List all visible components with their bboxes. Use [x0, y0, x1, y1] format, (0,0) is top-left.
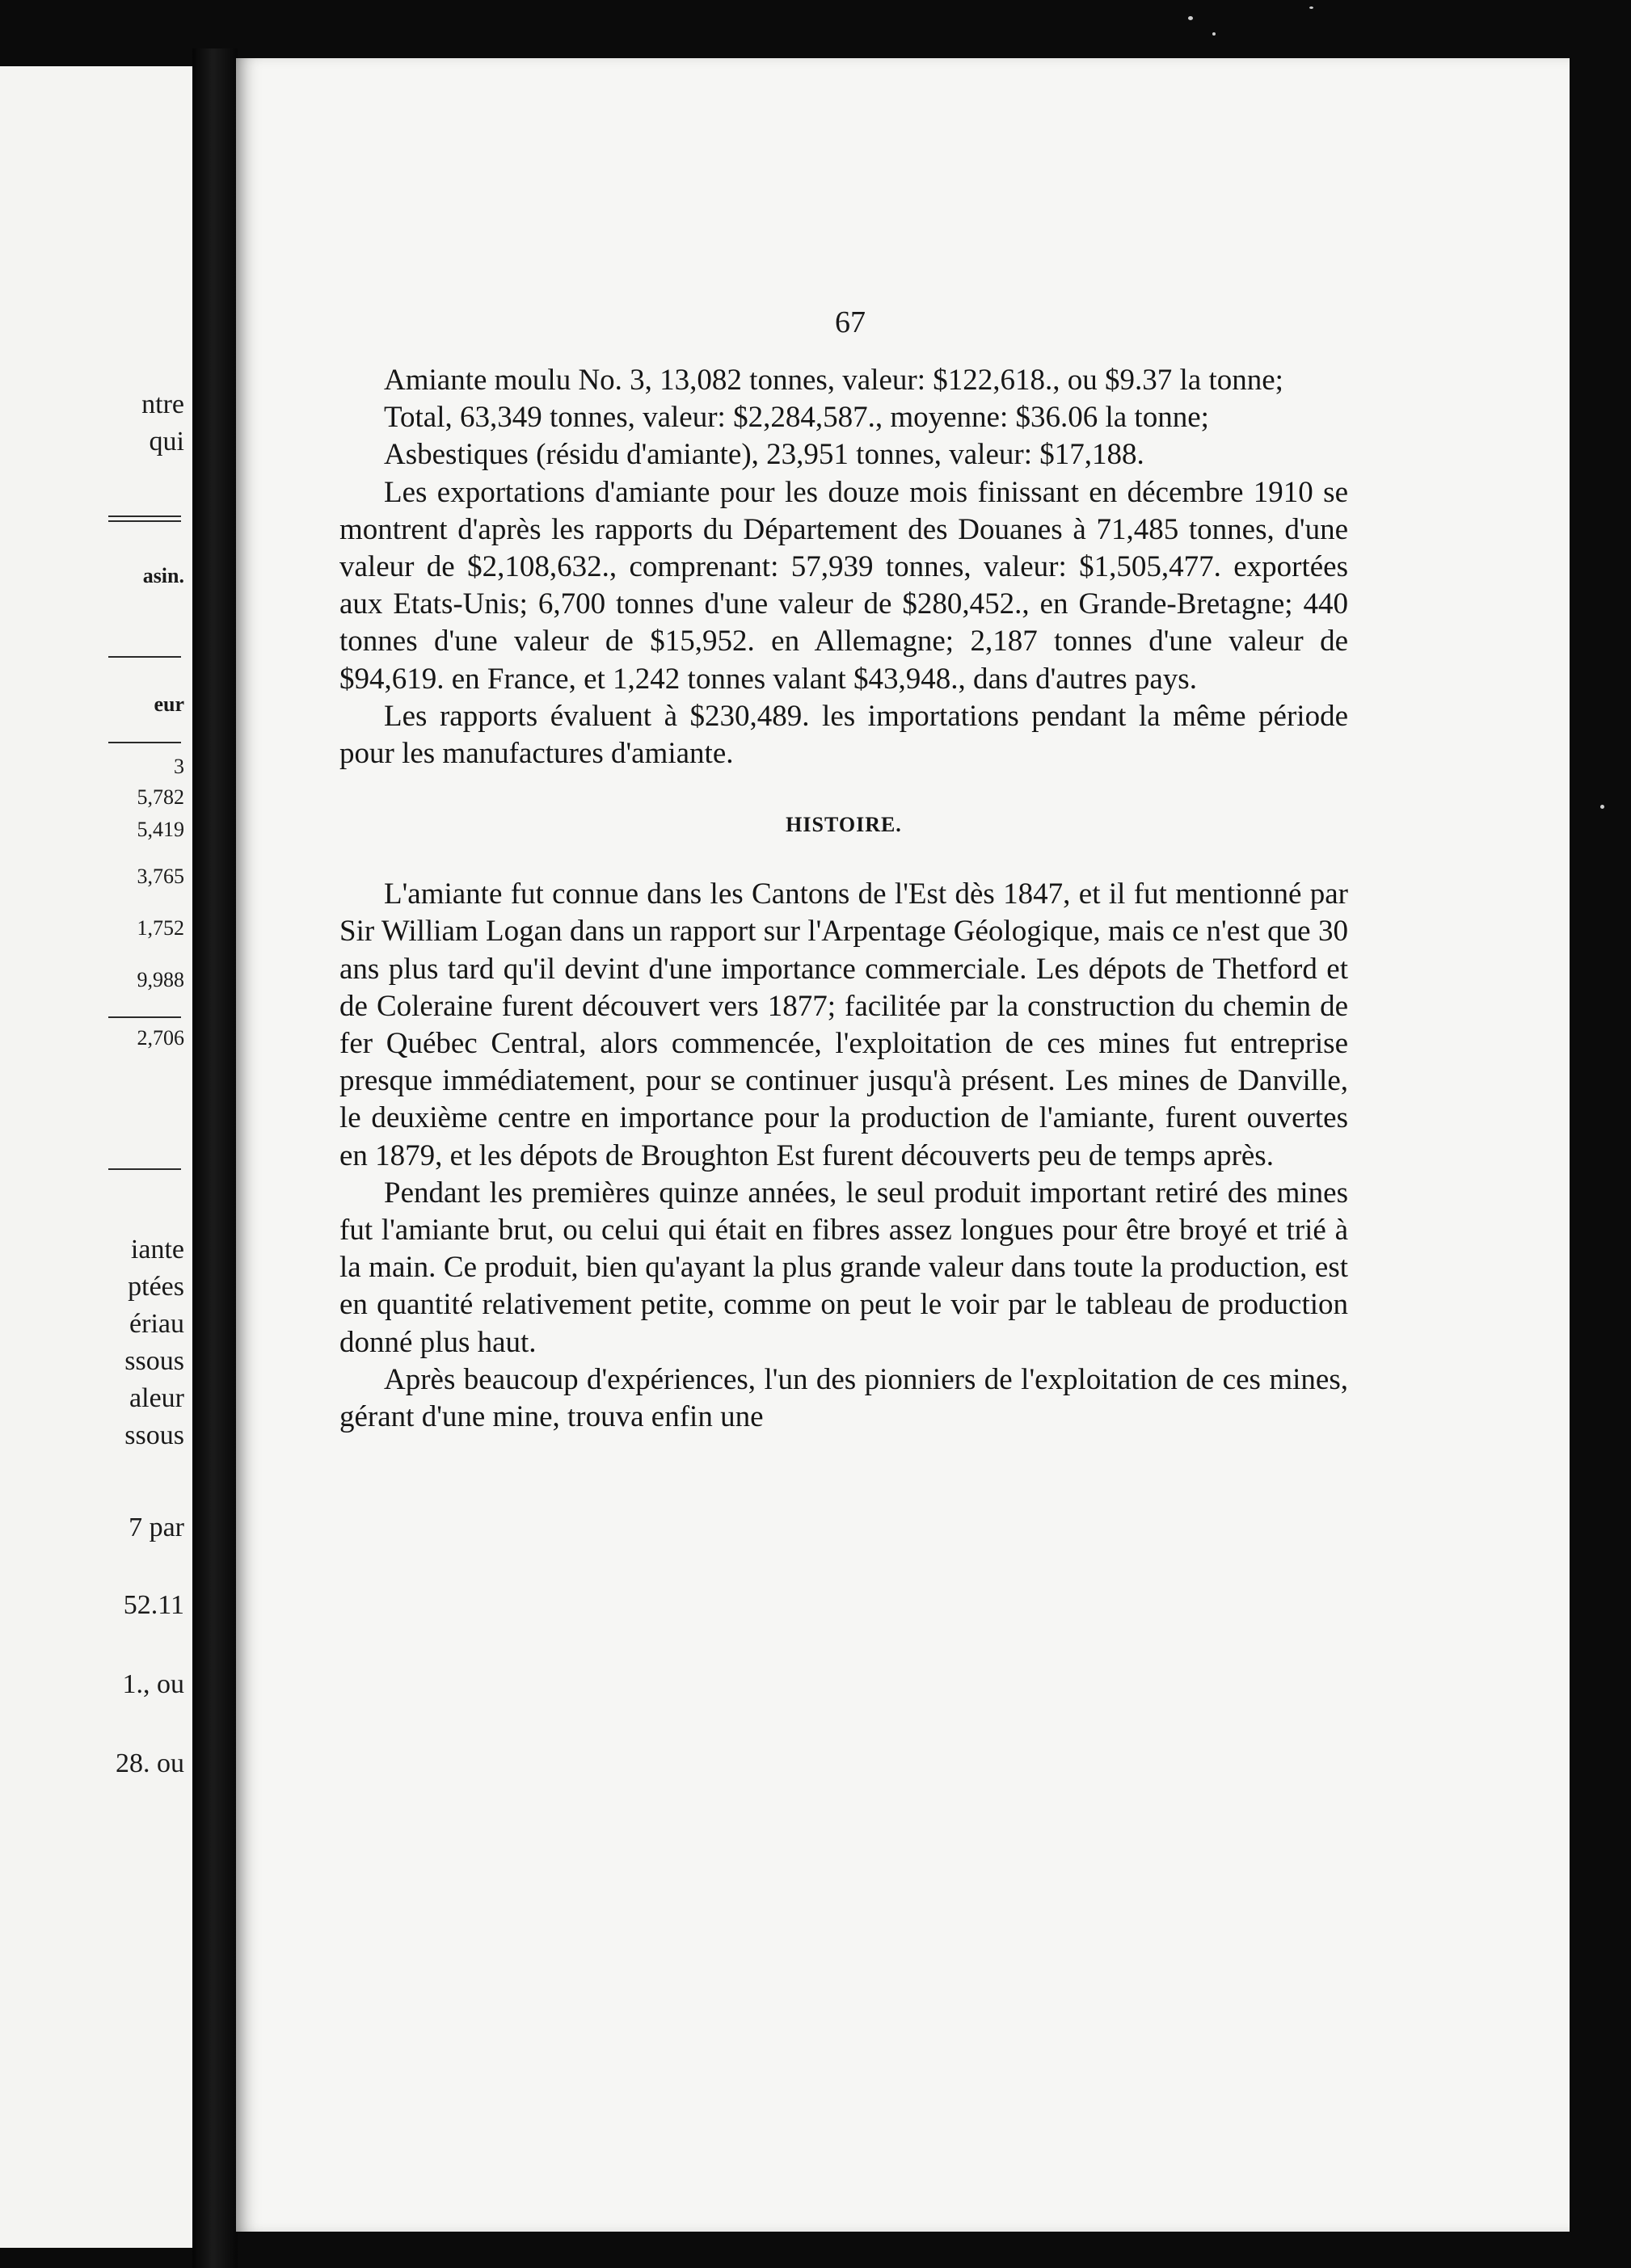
scan-speck	[1309, 6, 1313, 9]
left-fragment: eur	[154, 692, 184, 716]
paragraph: L'amiante fut connue dans les Cantons de l'Est dès 1847, et il fut mentionné par Sir William Logan dans un rapport sur l'Arpentage Géologique, mais ce n'est que 30 ans plus tard qu'il devint d'une importance commerciale. Les dépots de Thetford et de Coleraine furent découvert vers 1877; facilitée par la construction du chemin de fer Québec Central, alors commencée, l'exploitation de ces mines fut entreprise presque immédiatement, pour se continuer jusqu'à présent. Les mines de Danville, le deuxième centre en importance pour la production de l'amiante, furent ouvertes en 1879, et les dépots de Broughton Est furent découverts peu de temps après.	[339, 877, 1348, 1172]
left-fragment: 1,752	[137, 916, 184, 940]
left-fragment: 52.11	[123, 1590, 184, 1620]
left-fragment: ériau	[129, 1309, 184, 1339]
left-fragment: iante	[130, 1235, 184, 1264]
left-fragment: ptées	[128, 1272, 184, 1302]
scan-speck	[1600, 805, 1604, 809]
left-fragment: qui	[149, 427, 184, 457]
table-rule	[108, 742, 181, 743]
table-rule	[108, 520, 181, 522]
left-fragment: 9,988	[137, 968, 184, 991]
previous-page-edge	[0, 66, 192, 2248]
left-fragment: 3,765	[137, 865, 184, 888]
left-fragment: 5,419	[137, 818, 184, 841]
left-fragment: 28. ou	[116, 1748, 184, 1778]
table-rule	[108, 515, 181, 517]
left-fragment: asin.	[142, 564, 184, 587]
table-rule	[108, 656, 181, 658]
paragraph: Pendant les premières quinze années, le seul produit important retiré des mines fut l'amiante brut, ou celui qui était en fibres assez longues pour être broyé et trié à la main. Ce produit, bien qu'ayant la plus grande valeur dans toute la production, est en quantité relativement petite, comme on peut le voir par le tableau de production donné plus haut.	[339, 1176, 1348, 1359]
book-page	[236, 58, 1570, 2232]
page-number: 67	[835, 305, 866, 339]
paragraph: Après beaucoup d'expériences, l'un des pionniers de l'exploitation de ces mines, gérant d'une mine, trouva enfin une	[339, 1362, 1348, 1434]
scan-speck	[1188, 16, 1193, 20]
book-gutter	[192, 48, 238, 2268]
left-fragment: ssous	[124, 1346, 184, 1376]
left-fragment: 5,782	[137, 785, 184, 809]
paragraph: Les rapports évaluent à $230,489. les importations pendant la même période pour les manufactures d'amiante.	[339, 699, 1348, 771]
paragraph: Asbestiques (résidu d'amiante), 23,951 tonnes, valeur: $17,188.	[384, 438, 1144, 472]
body-text	[339, 362, 1348, 1436]
section-heading: HISTOIRE.	[786, 813, 902, 837]
left-fragment: 3	[174, 755, 184, 778]
table-rule	[108, 1168, 181, 1170]
paragraph: Amiante moulu No. 3, 13,082 tonnes, valeur: $122,618., ou $9.37 la tonne;	[384, 364, 1283, 397]
paragraph: Les exportations d'amiante pour les douze mois finissant en décembre 1910 se montrent d'après les rapports du Département des Douanes à 71,485 tonnes, d'une valeur de $2,108,632., comprenant: 57,939 tonnes, valeur: $1,505,477. exportées aux Etats-Unis; 6,700 tonnes d'une valeur de $280,452., en Grande-Bretagne; 440 tonnes d'une valeur de $15,952. en Allemagne; 2,187 tonnes d'une valeur de $94,619. en France, et 1,242 tonnes valant $43,948., dans d'autres pays.	[339, 475, 1348, 696]
scan-speck	[1212, 32, 1216, 36]
left-fragment: 2,706	[137, 1026, 184, 1050]
left-fragment: 1., ou	[122, 1669, 184, 1699]
left-fragment: ntre	[141, 389, 184, 419]
table-rule	[108, 1016, 181, 1018]
left-fragment: aleur	[129, 1383, 184, 1413]
left-fragment: 7 par	[129, 1513, 184, 1542]
paragraph: Total, 63,349 tonnes, valeur: $2,284,587., moyenne: $36.06 la tonne;	[384, 401, 1209, 435]
left-fragment: ssous	[124, 1420, 184, 1450]
